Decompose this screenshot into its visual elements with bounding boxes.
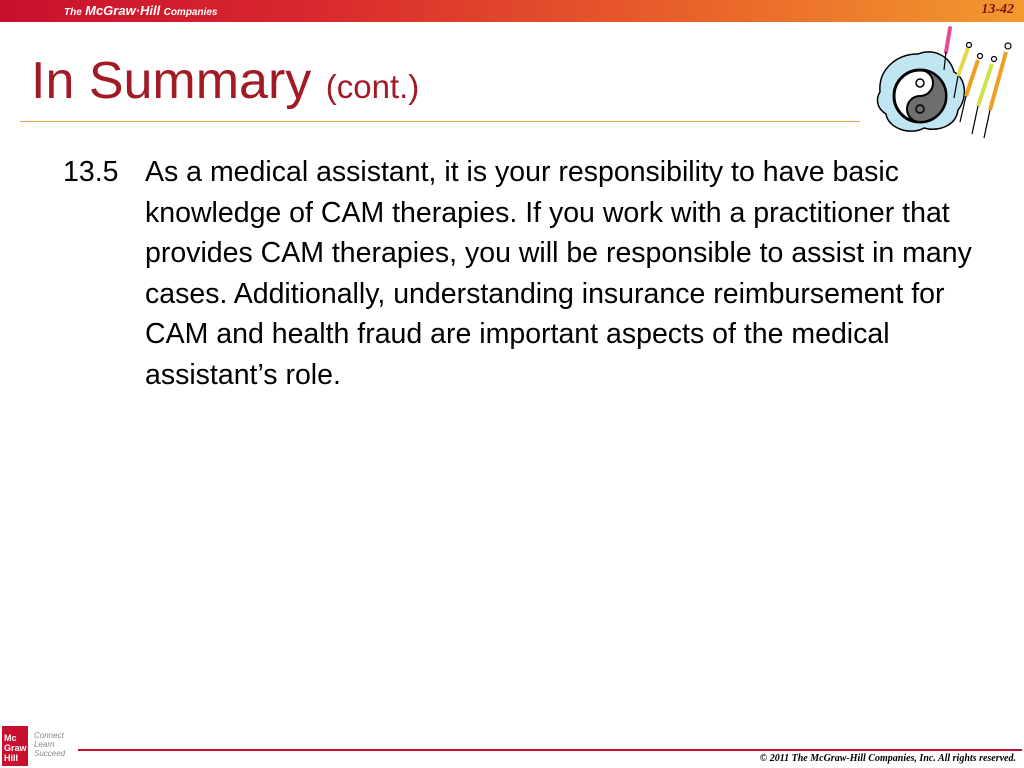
brand-suffix: Companies — [163, 7, 218, 18]
title-divider — [20, 121, 860, 122]
slide-title-main: In Summary — [31, 52, 312, 110]
brand-prefix: The — [64, 7, 82, 18]
mcgraw-hill-logo: Mc Graw Hill — [2, 726, 28, 766]
slide-title-suffix: (cont.) — [325, 68, 420, 105]
copyright-notice: © 2011 The McGraw-Hill Companies, Inc. All rights reserved. — [759, 753, 1016, 764]
yin-yang-acupuncture-needles-icon — [874, 26, 1016, 150]
logo-tagline: Connect Learn Succeed — [34, 731, 66, 758]
summary-item-text: As a medical assistant, it is your responsibility to have basic knowledge of CAM therapies. If you work with a practitioner that provides CAM therapies, you will be responsible to assist in many cases. Additionally, understanding insurance reimbursement for CAM and health fraud are important aspects of the medical assistant’s role. — [145, 156, 972, 391]
slide-title — [31, 50, 419, 118]
footer-divider — [78, 749, 1022, 751]
mcgraw-hill-banner-logo — [64, 3, 218, 21]
summary-item — [63, 152, 973, 395]
brand-name: McGraw·Hill — [85, 3, 161, 18]
summary-item-number: 13.5 — [63, 156, 119, 188]
slide-number: 13-42 — [981, 2, 1014, 17]
top-banner — [0, 0, 1024, 22]
